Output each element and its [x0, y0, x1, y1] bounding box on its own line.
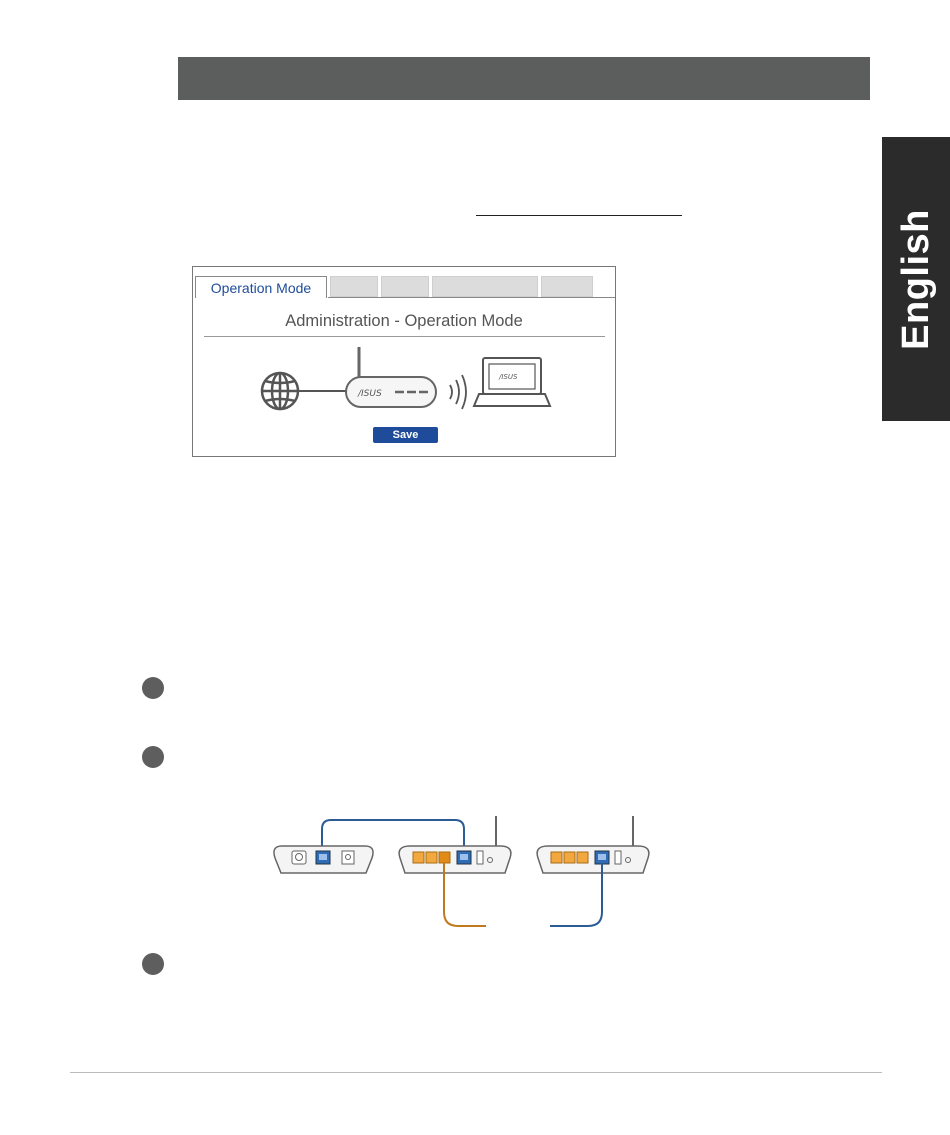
save-button[interactable]: Save [373, 427, 438, 443]
laptop-icon [474, 358, 550, 406]
section-header-bar [178, 57, 870, 100]
lan-cable-orange [444, 863, 486, 926]
language-label: English [894, 208, 937, 350]
language-side-tab [882, 137, 950, 421]
globe-icon [262, 373, 298, 409]
router-icon [346, 347, 436, 407]
modem-cable [322, 820, 464, 858]
step-marker-3 [142, 953, 164, 975]
laptop-brand: /ISUS [499, 373, 518, 381]
wifi-waves-icon [450, 375, 466, 409]
panel-title: Administration - Operation Mode [285, 312, 523, 330]
step-marker-2 [142, 746, 164, 768]
url-underline [476, 215, 682, 216]
operation-mode-panel [192, 266, 616, 457]
router-2-icon [537, 816, 649, 873]
wan-cable-blue [550, 863, 602, 926]
tab-operation-mode-label: Operation Mode [210, 279, 312, 296]
footer-rule [70, 1072, 882, 1073]
router-1-icon [399, 816, 511, 873]
step-marker-1 [142, 677, 164, 699]
router-brand: /ISUS [358, 389, 382, 399]
modem-icon [274, 846, 373, 873]
